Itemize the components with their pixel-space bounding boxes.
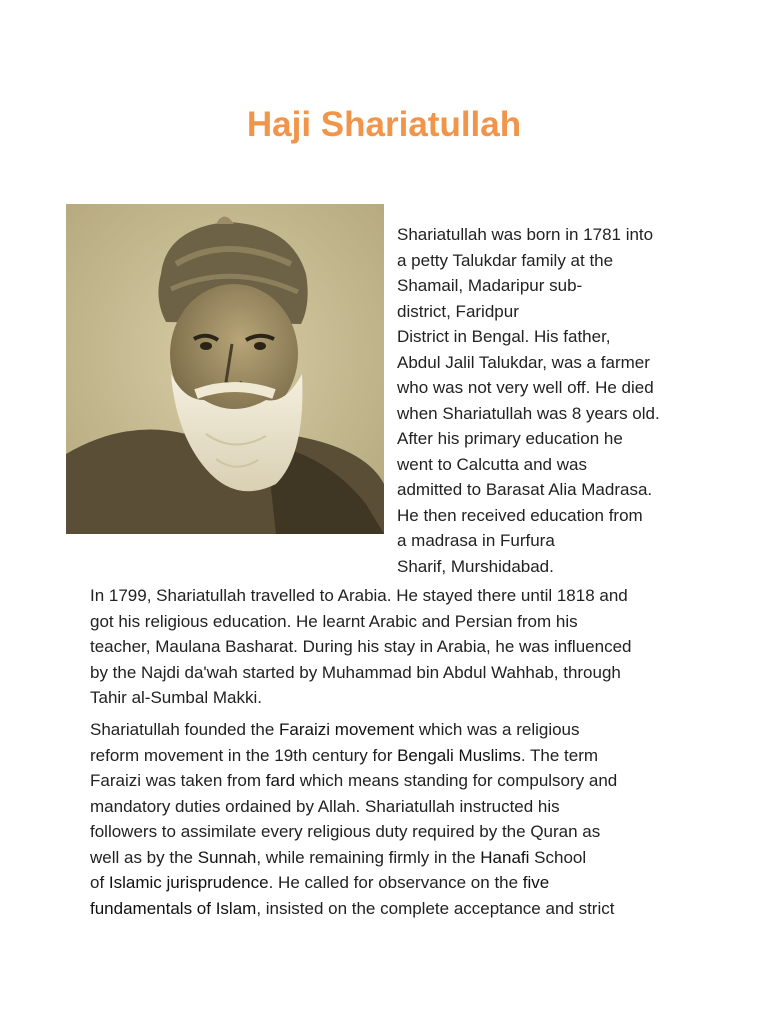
text-run: , insisted on the complete acceptance and strict [256, 898, 615, 918]
text-line: admitted to Barasat Alia Madrasa. [397, 480, 653, 499]
text-run: School [529, 847, 587, 867]
text-line: when Shariatullah was 8 years old. [397, 403, 660, 423]
text-line: Tahir al-Sumbal Makki. [90, 688, 262, 707]
text-line [90, 717, 690, 743]
link-islamic-jurisprudence[interactable]: Islamic jurisprudence [108, 873, 269, 892]
text-run: . The term [520, 745, 599, 765]
text-line: went to Calcutta and was [397, 454, 587, 474]
arabia-paragraph [90, 583, 690, 711]
faraizi-paragraph [90, 717, 690, 921]
text-run: which means standing for compulsory and [295, 771, 618, 790]
text-line: He then received education from [397, 505, 643, 525]
link-five[interactable]: five [522, 873, 550, 892]
text-run: well as by the [90, 847, 198, 867]
link-fundamentals-of-islam[interactable]: fundamentals of Islam [90, 898, 257, 918]
text-run: Faraizi was taken from [90, 771, 266, 790]
text-line: by the Najdi da'wah started by Muhammad bin Abdul Wahhab, through [90, 662, 621, 682]
text-line: followers to assimilate every religious duty required by the Quran as [90, 822, 601, 841]
text-run: reform movement in the 19th century for [90, 745, 398, 765]
intro-paragraph [397, 222, 697, 579]
link-hanafi[interactable]: Hanafi [480, 847, 530, 867]
text-line: a petty Talukdar family at the [397, 250, 614, 270]
text-line: got his religious education. He learnt Arabic and Persian from his [90, 611, 578, 631]
text-line: In 1799, Shariatullah travelled to Arabia. He stayed there until 1818 and [90, 586, 628, 605]
link-bengali-muslims[interactable]: Bengali Muslims [397, 745, 521, 765]
text-run: of [90, 873, 109, 892]
text-line: District in Bengal. His father, [397, 327, 611, 346]
link-faraizi-movement[interactable]: Faraizi movement [279, 720, 415, 739]
text-line: teacher, Maulana Basharat. During his stay in Arabia, he was influenced [90, 637, 632, 656]
text-run: , while remaining firmly in the [256, 847, 481, 867]
text-line [90, 743, 690, 769]
text-line: mandatory duties ordained by Allah. Shariatullah instructed his [90, 796, 560, 816]
text-line [90, 768, 690, 794]
text-line: Shariatullah was born in 1781 into [397, 225, 654, 244]
text-line [90, 845, 690, 871]
text-line [90, 896, 690, 922]
text-line: After his primary education he [397, 429, 623, 448]
text-line: Sharif, Murshidabad. [397, 556, 554, 576]
portrait-image [66, 204, 384, 534]
text-run: . He called for observance on the [268, 873, 523, 892]
text-line: a madrasa in Furfura [397, 531, 555, 550]
text-run: which was a religious [414, 720, 580, 739]
text-line: Shamail, Madaripur sub- [397, 276, 583, 295]
link-sunnah[interactable]: Sunnah [197, 847, 257, 867]
link-fard[interactable]: fard [265, 771, 296, 790]
page-title: Haji Shariatullah [246, 105, 522, 144]
text-line: Abdul Jalil Talukdar, was a farmer [397, 352, 650, 372]
text-line: who was not very well off. He died [397, 378, 654, 397]
text-run: Shariatullah founded the [90, 720, 280, 739]
text-line: district, Faridpur [397, 301, 519, 321]
text-line [90, 870, 690, 896]
